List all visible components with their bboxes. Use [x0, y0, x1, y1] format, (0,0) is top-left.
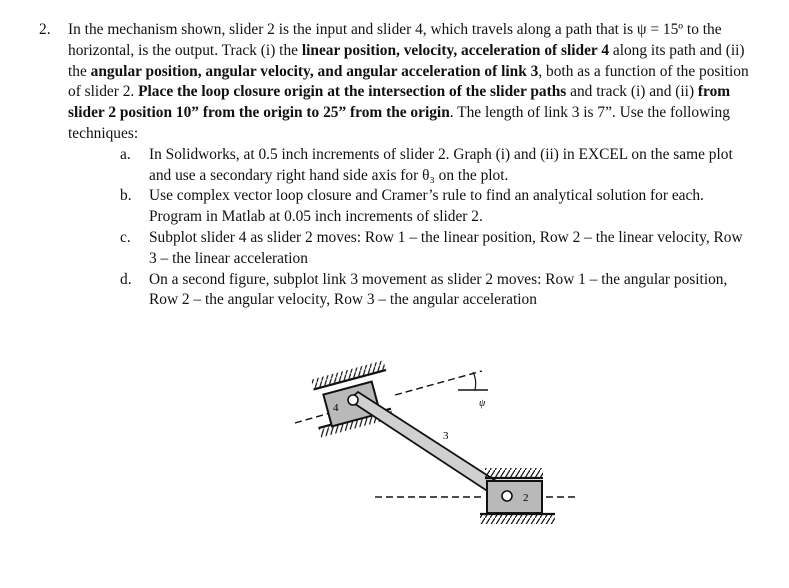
intro-text-5: . The length of link 3 is 7”. Use the following techniques: [68, 104, 730, 142]
slider-2 [487, 481, 542, 513]
problem-statement [39, 20, 751, 311]
psi-label: ψ [479, 398, 486, 409]
slider2-label: 2 [523, 492, 529, 504]
technique-item-a [120, 145, 751, 187]
item-text: On a second figure, subplot link 3 movement as slider 2 moves: Row 1 – the angular position, Row 2 – the angular velocity, Row 3 – the angular acceleration [149, 270, 728, 309]
link3-label: 3 [443, 430, 449, 442]
slider2-ground-bottom [480, 514, 555, 524]
slider2-pin [502, 491, 512, 501]
mechanism-diagram [290, 350, 580, 550]
intro-text-4: and track (i) and (ii) [566, 83, 698, 101]
intro-text-1: In the mechanism shown, slider 2 is the input and slider 4, which travels along a path that is ψ = 15º to the horizontal, is the output. Track (i) the [68, 21, 722, 59]
bold-text-1: linear position, velocity, acceleration of slider 4 [301, 41, 610, 59]
bold-text-4: from slider 2 position 10” from the origin to 25” from the origin [68, 83, 731, 122]
slider2-ground-top [485, 468, 543, 478]
bold-text-2: angular position, angular velocity, and angular acceleration of link 3 [90, 62, 539, 80]
slider4-label: 4 [333, 402, 339, 414]
item-label: a. [120, 145, 131, 163]
technique-list [120, 145, 751, 311]
intro-text-2: along its path and (ii) the [68, 41, 745, 80]
technique-item-b [120, 186, 751, 228]
item-text: Use complex vector loop closure and Cramer’s rule to find an analytical solution for each. Program in Matlab at 0.05 inch increments of slider 2. [149, 187, 704, 226]
technique-item-d [120, 270, 751, 312]
intro-text-3: , both as a function of the position of slider 2. [68, 62, 749, 101]
item-text: In Solidworks, at 0.5 inch increments of slider 2. Graph (i) and (ii) in EXCEL on the same plot and use a secondary right hand side axis for θ₃ on the plot. [149, 145, 733, 184]
item-label: b. [120, 187, 132, 205]
item-text: Subplot slider 4 as slider 2 moves: Row 1 – the linear position, Row 2 – the linear velocity, Row 3 – the linear acceleration [149, 228, 743, 267]
problem-body [68, 20, 751, 145]
item-label: c. [120, 228, 131, 246]
item-label: d. [120, 270, 132, 288]
link-3 [348, 392, 510, 500]
technique-item-c [120, 228, 751, 270]
psi-angle-marker [458, 372, 488, 390]
slider4-ground-top [311, 360, 386, 389]
bold-text-3: Place the loop closure origin at the intersection of the slider paths [138, 83, 567, 101]
problem-number: 2. [39, 21, 51, 38]
